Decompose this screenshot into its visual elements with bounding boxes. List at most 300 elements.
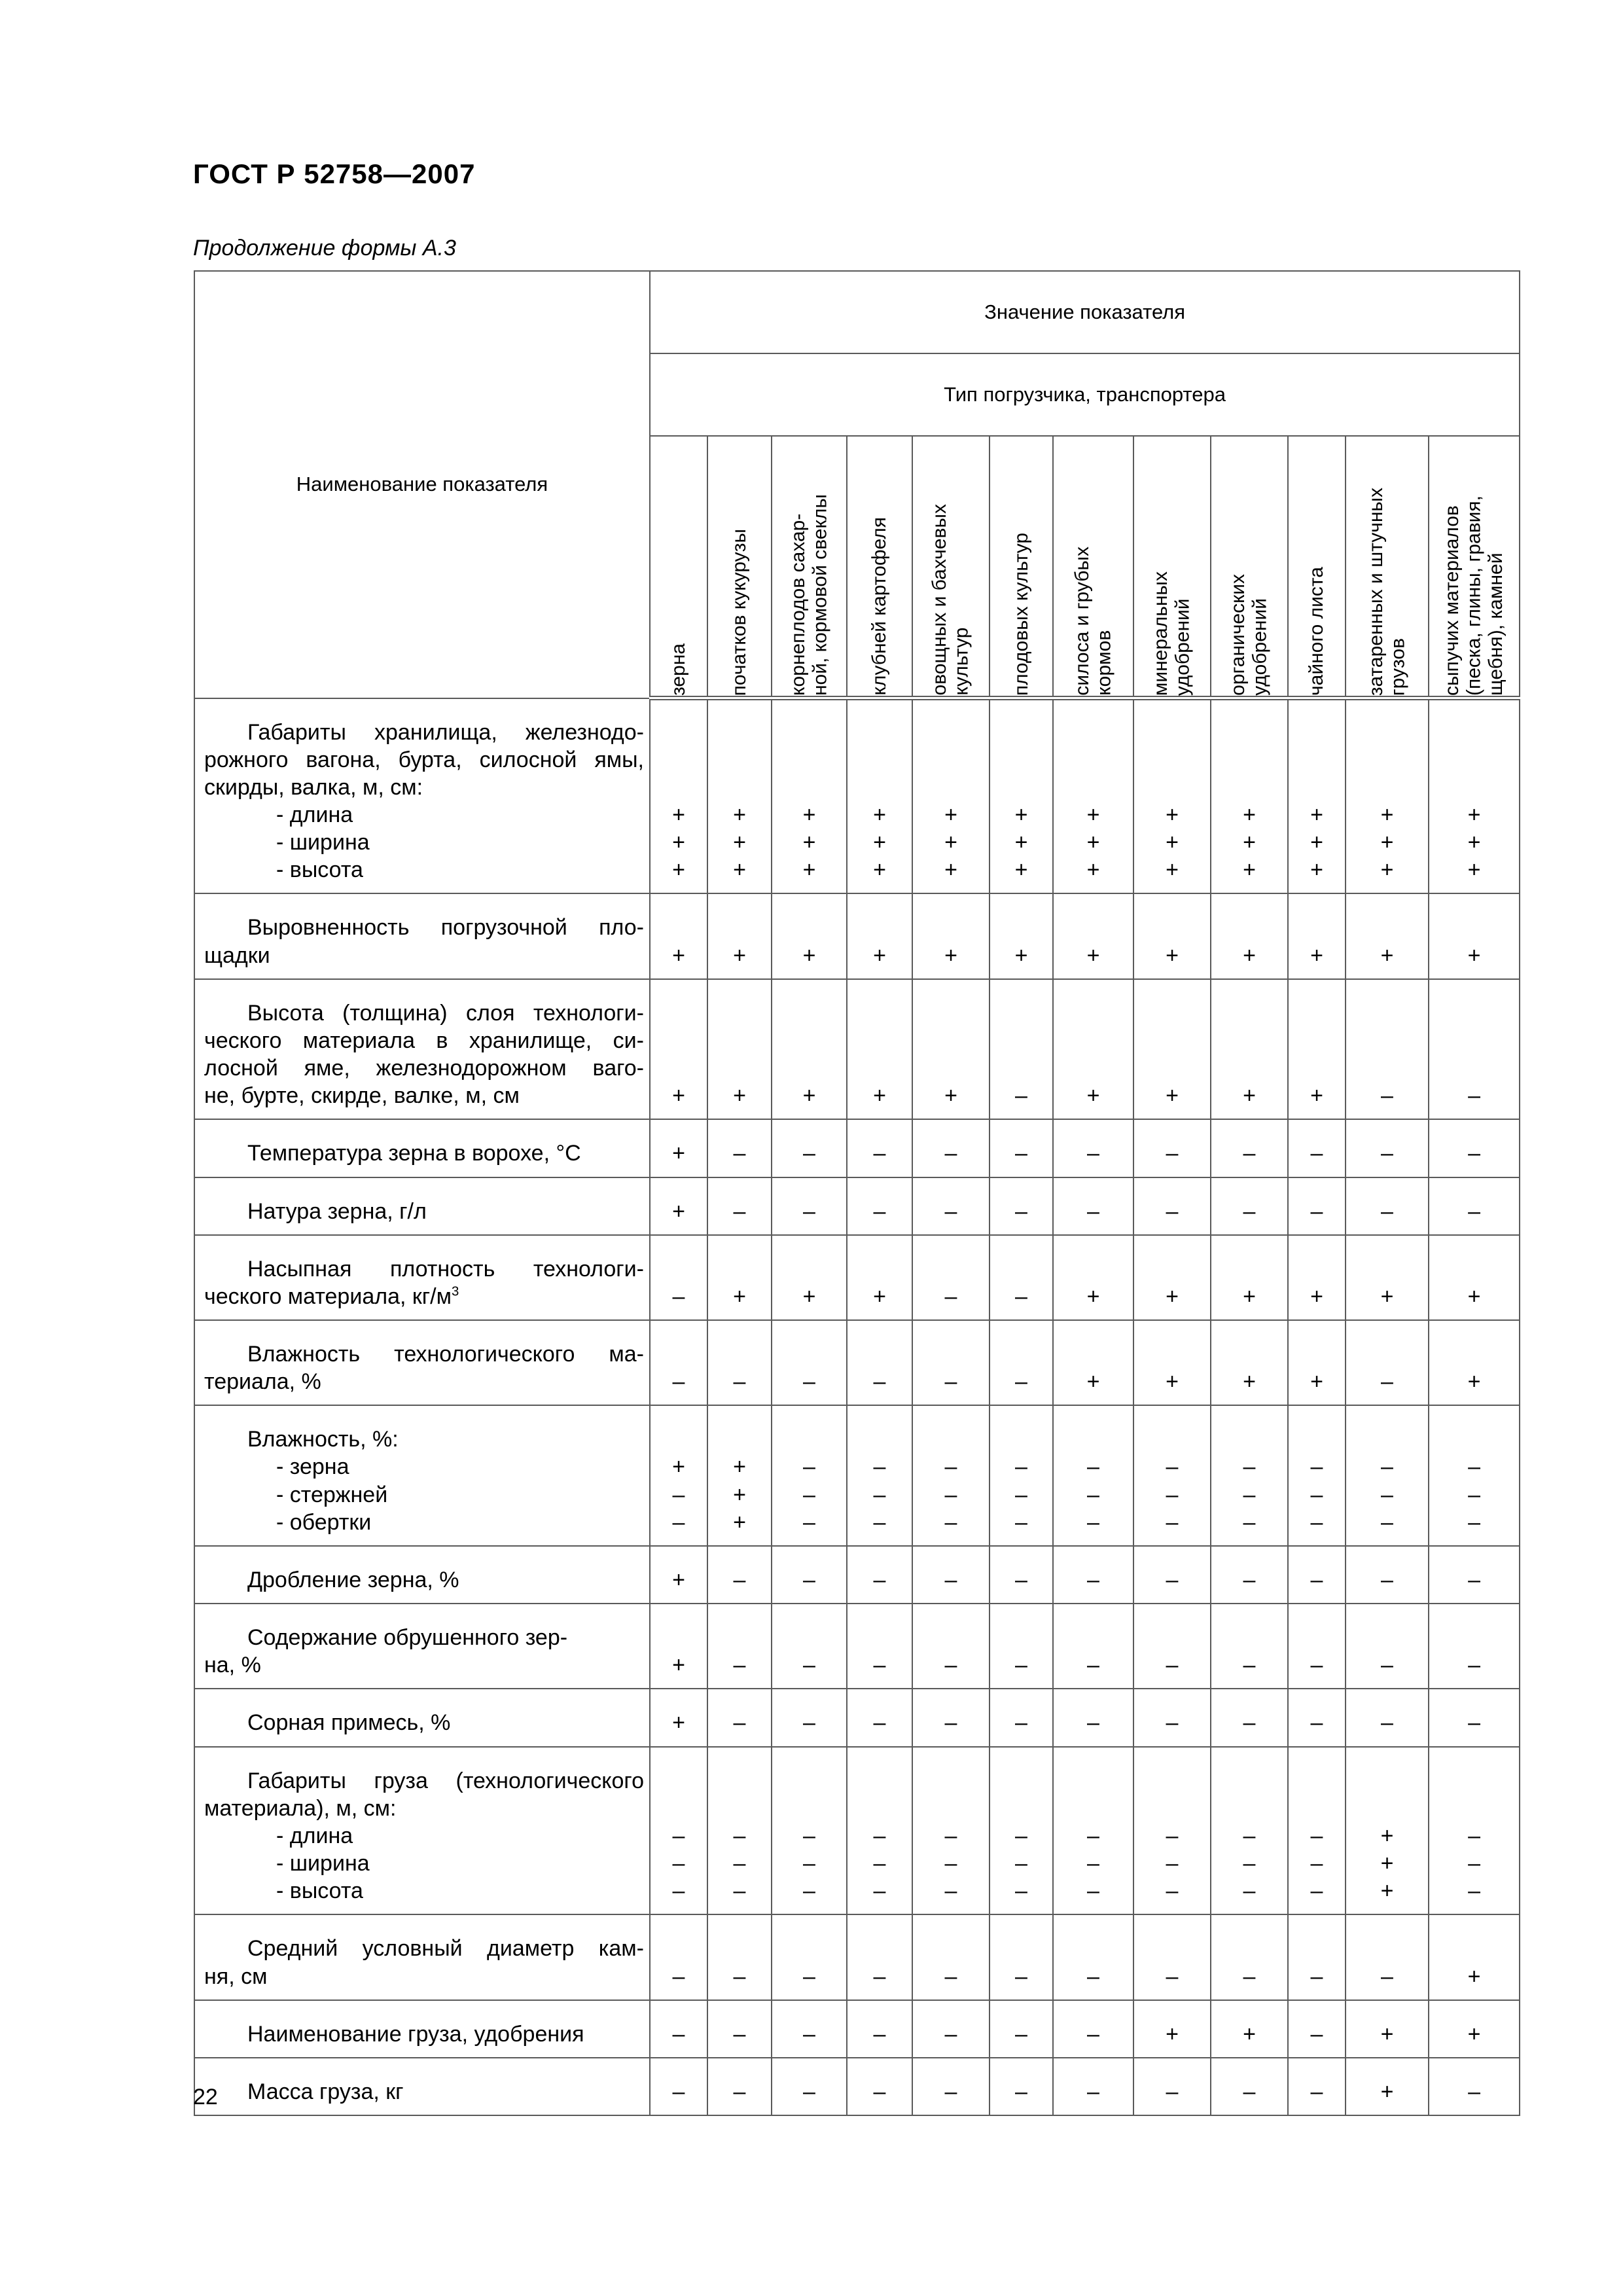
value-cell xyxy=(772,1320,847,1405)
indicator-name-line xyxy=(204,1054,644,1082)
value-mark: + xyxy=(873,1083,886,1109)
value-mark: – xyxy=(1087,1198,1099,1224)
value-cell xyxy=(1053,2000,1133,2058)
value-cell xyxy=(847,1747,912,1915)
indicator-name-line xyxy=(204,1426,644,1453)
value-mark: – xyxy=(1468,1823,1481,1848)
value-mark: – xyxy=(672,1369,685,1395)
value-mark: – xyxy=(944,1653,957,1678)
value-cell xyxy=(1429,1320,1520,1405)
value-mark: – xyxy=(1015,1141,1027,1166)
value-mark: + xyxy=(1467,1369,1481,1395)
indicator-name-line xyxy=(204,2078,644,2106)
value-cell xyxy=(1288,1235,1346,1320)
indicator-name-line xyxy=(204,1935,644,1962)
value-mark: – xyxy=(1015,1369,1027,1395)
indicator-name-text: Высота (толщина) слоя технологи- xyxy=(247,1000,644,1026)
value-mark: – xyxy=(1015,1823,1027,1848)
value-cell xyxy=(707,1546,772,1604)
indicator-name-line xyxy=(204,719,644,746)
value-cell xyxy=(1288,1604,1346,1689)
value-mark: – xyxy=(1087,2079,1099,2104)
value-mark: + xyxy=(1166,1083,1179,1109)
value-mark: – xyxy=(1166,1878,1179,1904)
value-cell xyxy=(772,1604,847,1689)
value-cell xyxy=(912,1747,990,1915)
value-mark: – xyxy=(1087,1823,1099,1848)
value-mark: + xyxy=(1380,802,1394,827)
indicator-name-line xyxy=(204,1509,644,1536)
value-cell xyxy=(1429,1914,1520,2000)
indicator-name-text: щадки xyxy=(204,942,270,968)
value-mark: – xyxy=(1243,1823,1256,1848)
indicator-name-text: - ширина xyxy=(276,1851,370,1876)
value-cell xyxy=(1429,1747,1520,1915)
value-cell xyxy=(1053,1177,1133,1235)
value-mark: – xyxy=(873,1509,886,1535)
value-cell xyxy=(1288,2058,1346,2115)
indicator-name-line xyxy=(204,1566,644,1594)
indicator-name-text: Натура зерна, г/л xyxy=(247,1198,427,1224)
value-mark: + xyxy=(944,802,957,827)
value-cell xyxy=(990,893,1053,978)
value-mark: – xyxy=(1166,2079,1179,2104)
value-cell xyxy=(772,1914,847,2000)
value-cell xyxy=(772,1747,847,1915)
value-cell xyxy=(1133,1604,1211,1689)
value-mark: – xyxy=(944,1509,957,1535)
table-row xyxy=(194,1320,1520,1405)
value-mark: + xyxy=(1380,1851,1394,1876)
value-cell xyxy=(1288,2000,1346,2058)
value-mark: – xyxy=(1087,1141,1099,1166)
value-mark: – xyxy=(733,1567,746,1592)
value-mark: – xyxy=(873,1964,886,1989)
value-cell xyxy=(1133,1177,1211,1235)
value-cell xyxy=(990,1235,1053,1320)
value-cell xyxy=(1133,698,1211,894)
value-cell xyxy=(772,2058,847,2115)
indicator-name-line xyxy=(204,1198,644,1225)
value-cell xyxy=(1133,1320,1211,1405)
indicator-name-cell xyxy=(194,2000,650,2058)
value-mark: – xyxy=(1087,1567,1099,1592)
value-mark: – xyxy=(1243,1509,1256,1535)
value-mark: – xyxy=(873,1653,886,1678)
value-mark: – xyxy=(1381,1369,1393,1395)
value-mark: + xyxy=(1166,1283,1179,1309)
indicator-name-text: Сорная примесь, % xyxy=(247,1710,451,1736)
value-mark: – xyxy=(1381,1567,1393,1592)
value-cell xyxy=(1053,893,1133,978)
value-cell xyxy=(1346,1405,1429,1546)
value-mark: – xyxy=(733,1851,746,1876)
indicator-name-line xyxy=(204,1368,644,1395)
value-mark: + xyxy=(802,1283,816,1309)
value-cell xyxy=(650,1914,707,2000)
value-cell xyxy=(990,1546,1053,1604)
value-cell xyxy=(847,698,912,894)
indicator-table-body xyxy=(194,698,1520,2115)
value-cell xyxy=(847,1405,912,1546)
column-header-label: зерна xyxy=(668,643,690,696)
value-cell xyxy=(912,1689,990,1746)
value-cell xyxy=(707,979,772,1120)
value-cell xyxy=(990,1747,1053,1915)
column-header xyxy=(847,436,912,698)
loader-type-header: Тип погрузчика, транспортера xyxy=(650,353,1520,436)
value-mark: – xyxy=(1310,1198,1323,1224)
value-cell xyxy=(772,1689,847,1746)
value-cell xyxy=(1053,1119,1133,1177)
value-mark: + xyxy=(1380,1823,1394,1848)
indicator-name-line xyxy=(204,829,644,856)
value-cell xyxy=(772,1177,847,1235)
value-cell xyxy=(847,1546,912,1604)
value-cell xyxy=(847,1177,912,1235)
indicator-name-cell xyxy=(194,2058,650,2115)
value-mark: + xyxy=(1166,857,1179,883)
column-header-label: початков кукурузы xyxy=(728,528,751,696)
value-mark: – xyxy=(873,1198,886,1224)
value-cell xyxy=(1133,1747,1211,1915)
table-row xyxy=(194,1119,1520,1177)
indicator-table xyxy=(194,270,1520,2116)
value-mark: – xyxy=(733,2079,746,2104)
value-mark: + xyxy=(1467,942,1481,968)
unit-superscript: 3 xyxy=(451,1284,459,1299)
value-mark: – xyxy=(672,1851,685,1876)
value-mark: – xyxy=(803,1851,815,1876)
value-cell xyxy=(1346,1604,1429,1689)
value-mark: + xyxy=(873,830,886,855)
indicator-name-line xyxy=(204,1481,644,1509)
value-mark: – xyxy=(803,1823,815,1848)
value-mark: + xyxy=(802,942,816,968)
value-mark: – xyxy=(803,2021,815,2047)
indicator-name-cell xyxy=(194,979,650,1120)
indicator-name-header: Наименование показателя xyxy=(194,271,650,698)
value-mark: – xyxy=(803,1567,815,1592)
value-cell xyxy=(1211,2000,1288,2058)
value-mark: – xyxy=(1087,1964,1099,1989)
value-mark: – xyxy=(803,1509,815,1535)
value-cell xyxy=(1211,698,1288,894)
indicator-name-line xyxy=(204,1340,644,1368)
value-mark: – xyxy=(1243,1482,1256,1507)
value-mark: – xyxy=(1243,1710,1256,1736)
value-mark: – xyxy=(1015,1482,1027,1507)
value-cell xyxy=(650,2000,707,2058)
value-mark: – xyxy=(1310,2079,1323,2104)
value-mark: + xyxy=(1467,857,1481,883)
indicator-name-text: териала, % xyxy=(204,1369,321,1395)
value-cell xyxy=(1053,2058,1133,2115)
value-mark: – xyxy=(672,1509,685,1535)
value-mark: – xyxy=(1243,1198,1256,1224)
value-mark: + xyxy=(1310,802,1323,827)
column-header-label: сыпучих материалов (песка, глины, гравия, щебня), камней xyxy=(1441,495,1507,696)
value-mark: + xyxy=(733,857,746,883)
value-mark: – xyxy=(873,2079,886,2104)
value-mark: – xyxy=(1381,1710,1393,1736)
indicator-name-text: материала), м, см: xyxy=(204,1795,397,1821)
value-cell xyxy=(1346,1914,1429,2000)
indicator-name-line xyxy=(204,1795,644,1822)
value-mark: – xyxy=(873,1141,886,1166)
value-cell xyxy=(1288,1546,1346,1604)
value-mark: – xyxy=(944,1141,957,1166)
indicator-name-text: не, бурте, скирде, валке, м, см xyxy=(204,1083,520,1109)
value-cell xyxy=(990,1604,1053,1689)
value-mark: + xyxy=(1086,802,1100,827)
value-mark: + xyxy=(1243,2021,1256,2047)
indicator-name-cell xyxy=(194,1546,650,1604)
value-mark: – xyxy=(1087,1878,1099,1904)
value-cell xyxy=(772,1546,847,1604)
value-cell xyxy=(1053,1235,1133,1320)
value-mark: + xyxy=(1243,802,1256,827)
value-mark: – xyxy=(803,1878,815,1904)
value-cell xyxy=(847,1689,912,1746)
page-number: 22 xyxy=(193,2085,218,2109)
value-mark: – xyxy=(1015,1851,1027,1876)
value-cell xyxy=(1429,1405,1520,1546)
value-cell xyxy=(1133,1235,1211,1320)
value-cell xyxy=(1211,979,1288,1120)
value-cell xyxy=(1211,1914,1288,2000)
column-header xyxy=(707,436,772,698)
value-cell xyxy=(1053,1689,1133,1746)
value-cell xyxy=(1053,979,1133,1120)
indicator-name-cell xyxy=(194,1747,650,1915)
value-cell xyxy=(1211,1747,1288,1915)
value-cell xyxy=(1429,979,1520,1120)
value-cell xyxy=(912,2000,990,2058)
value-mark: + xyxy=(1467,830,1481,855)
value-cell xyxy=(772,2000,847,2058)
table-row xyxy=(194,1405,1520,1546)
value-mark: – xyxy=(803,1482,815,1507)
value-cell xyxy=(847,1320,912,1405)
value-cell xyxy=(912,698,990,894)
value-mark: – xyxy=(944,1198,957,1224)
value-cell xyxy=(847,1604,912,1689)
value-cell xyxy=(650,893,707,978)
value-mark: – xyxy=(1381,1198,1393,1224)
value-cell xyxy=(650,1689,707,1746)
value-mark: + xyxy=(733,830,746,855)
value-mark: + xyxy=(733,1482,746,1507)
value-mark: – xyxy=(733,1369,746,1395)
value-cell xyxy=(1133,893,1211,978)
value-mark: – xyxy=(1015,2021,1027,2047)
value-mark: + xyxy=(1310,857,1323,883)
column-header xyxy=(1211,436,1288,698)
value-cell xyxy=(1288,1689,1346,1746)
value-cell xyxy=(1346,698,1429,894)
value-mark: – xyxy=(672,2079,685,2104)
value-mark: + xyxy=(672,1198,685,1224)
value-mark: – xyxy=(1243,1878,1256,1904)
value-cell xyxy=(707,1235,772,1320)
value-cell xyxy=(847,893,912,978)
value-mark: + xyxy=(1467,1283,1481,1309)
column-header-label: овощных и бахчевых культур xyxy=(929,504,972,696)
value-mark: – xyxy=(803,1454,815,1480)
value-mark: – xyxy=(1468,2079,1481,2104)
value-cell xyxy=(707,698,772,894)
column-header-label: минеральных удобрений xyxy=(1150,571,1194,696)
value-cell xyxy=(912,1546,990,1604)
value-mark: + xyxy=(1243,1369,1256,1395)
value-mark: + xyxy=(802,1083,816,1109)
value-cell xyxy=(772,1235,847,1320)
indicator-name-cell xyxy=(194,1119,650,1177)
value-mark: – xyxy=(1166,1851,1179,1876)
value-cell xyxy=(707,1177,772,1235)
value-mark: – xyxy=(672,1482,685,1507)
value-mark: – xyxy=(944,1851,957,1876)
value-mark: + xyxy=(672,830,685,855)
value-mark: – xyxy=(1166,1482,1179,1507)
value-mark: + xyxy=(873,802,886,827)
value-mark: – xyxy=(1087,1482,1099,1507)
value-cell xyxy=(990,979,1053,1120)
value-cell xyxy=(707,1119,772,1177)
value-cell xyxy=(1346,893,1429,978)
value-mark: + xyxy=(1086,1283,1100,1309)
value-mark: – xyxy=(1310,2021,1323,2047)
value-mark: – xyxy=(1468,1454,1481,1480)
indicator-name-text: - длина xyxy=(276,1823,353,1848)
indicator-name-text: Влажность технологического ма- xyxy=(247,1342,644,1367)
indicator-name-line xyxy=(204,942,644,969)
value-mark: – xyxy=(803,1710,815,1736)
indicator-name-text: - зерна xyxy=(276,1454,349,1480)
value-mark: + xyxy=(672,1141,685,1166)
value-mark: – xyxy=(1468,1567,1481,1592)
value-mark: + xyxy=(672,1083,685,1109)
value-cell xyxy=(1429,1235,1520,1320)
value-mark: + xyxy=(1380,830,1394,855)
value-mark: – xyxy=(873,1454,886,1480)
value-mark: – xyxy=(1166,1509,1179,1535)
value-cell xyxy=(1211,893,1288,978)
table-row xyxy=(194,1689,1520,1746)
indicator-name-text: Насыпная плотность технологи- xyxy=(247,1256,644,1282)
value-cell xyxy=(1053,1546,1133,1604)
value-mark: + xyxy=(1243,942,1256,968)
value-mark: – xyxy=(944,1964,957,1989)
value-mark: – xyxy=(1310,1509,1323,1535)
value-cell xyxy=(912,1604,990,1689)
value-cell xyxy=(1133,2000,1211,2058)
value-mark: + xyxy=(1086,857,1100,883)
value-cell xyxy=(1133,1119,1211,1177)
value-mark: + xyxy=(672,1567,685,1592)
indicator-name-text: ческого материала, кг/м xyxy=(204,1283,452,1309)
value-cell xyxy=(772,979,847,1120)
value-mark: – xyxy=(873,1878,886,1904)
value-cell xyxy=(1288,979,1346,1120)
value-cell xyxy=(650,979,707,1120)
value-cell xyxy=(1429,1119,1520,1177)
value-mark: + xyxy=(733,1083,746,1109)
value-mark: – xyxy=(672,1964,685,1989)
value-mark: – xyxy=(1381,1509,1393,1535)
value-cell xyxy=(650,1235,707,1320)
value-mark: + xyxy=(672,942,685,968)
value-cell xyxy=(650,698,707,894)
column-header xyxy=(1429,436,1520,698)
value-cell xyxy=(912,1177,990,1235)
value-mark: + xyxy=(1166,1369,1179,1395)
value-mark: – xyxy=(1468,1878,1481,1904)
value-cell xyxy=(1053,1604,1133,1689)
value-cell xyxy=(707,893,772,978)
value-mark: – xyxy=(1087,2021,1099,2047)
value-mark: + xyxy=(944,942,957,968)
value-mark: – xyxy=(1166,1653,1179,1678)
value-cell xyxy=(1429,2058,1520,2115)
indicator-name-line xyxy=(204,856,644,884)
value-mark: – xyxy=(1310,1454,1323,1480)
value-mark: – xyxy=(1166,1198,1179,1224)
value-cell xyxy=(1133,2058,1211,2115)
value-mark: – xyxy=(733,2021,746,2047)
column-header-label: плодовых культур xyxy=(1010,532,1032,696)
header-row-top xyxy=(194,271,1520,353)
value-cell xyxy=(990,1320,1053,1405)
indicator-name-line xyxy=(204,1255,644,1283)
value-mark: – xyxy=(1310,1851,1323,1876)
value-mark: – xyxy=(1087,1851,1099,1876)
value-mark: + xyxy=(1380,942,1394,968)
value-mark: – xyxy=(1015,1509,1027,1535)
indicator-name-text: ческого материала в хранилище, си- xyxy=(204,1028,644,1053)
value-mark: – xyxy=(873,1567,886,1592)
indicator-name-cell xyxy=(194,893,650,978)
indicator-name-line xyxy=(204,1139,644,1167)
value-mark: + xyxy=(733,1454,746,1480)
value-cell xyxy=(1288,893,1346,978)
table-row xyxy=(194,1235,1520,1320)
column-header xyxy=(1346,436,1429,698)
value-cell xyxy=(1346,1320,1429,1405)
value-mark: – xyxy=(1015,1283,1027,1309)
value-cell xyxy=(1211,1119,1288,1177)
indicator-name-cell xyxy=(194,1235,650,1320)
value-mark: – xyxy=(733,1823,746,1848)
value-cell xyxy=(650,1604,707,1689)
value-mark: – xyxy=(944,1454,957,1480)
indicator-name-cell xyxy=(194,698,650,894)
value-mark: – xyxy=(733,1878,746,1904)
value-mark: + xyxy=(1014,830,1028,855)
value-mark: + xyxy=(733,1509,746,1535)
table-row xyxy=(194,1177,1520,1235)
value-mark: + xyxy=(1380,1878,1394,1904)
document-title: ГОСТ Р 52758—2007 xyxy=(193,158,476,189)
indicator-name-line xyxy=(204,2020,644,2048)
value-mark: – xyxy=(803,1964,815,1989)
value-mark: – xyxy=(1381,1653,1393,1678)
value-cell xyxy=(1429,893,1520,978)
value-mark: + xyxy=(1243,1083,1256,1109)
value-mark: – xyxy=(1243,1964,1256,1989)
value-mark: + xyxy=(802,857,816,883)
